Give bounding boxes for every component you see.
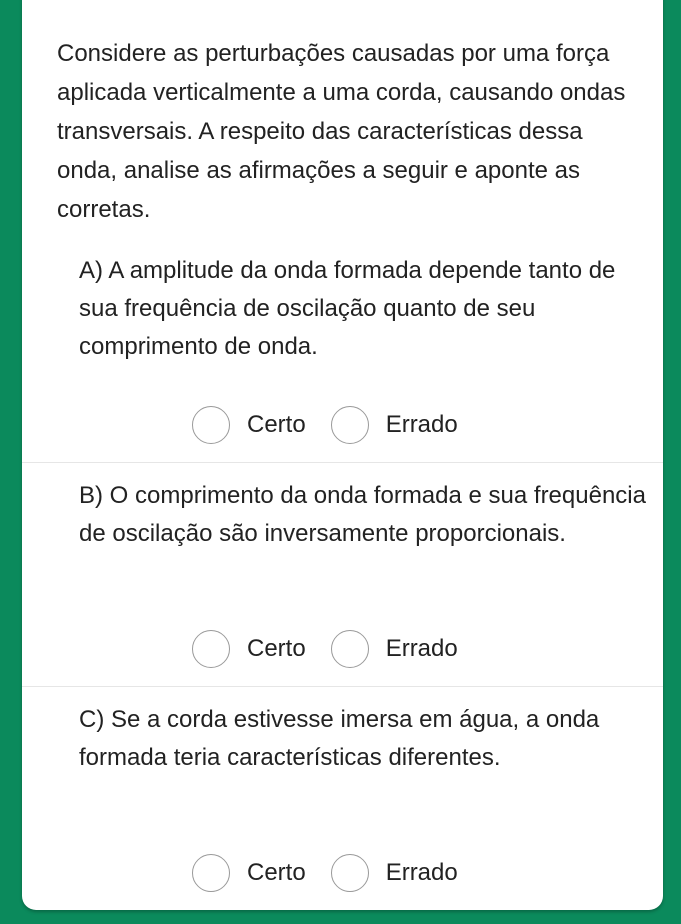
option-label: Certo — [247, 635, 306, 662]
question-a-text: A) A amplitude da onda formada depende tanto de sua frequência de oscilação quanto de seu comprimento de onda. — [79, 257, 616, 360]
question-a-options — [192, 405, 458, 445]
radio-circle-icon[interactable] — [192, 854, 230, 892]
question-card — [22, 0, 663, 910]
question-a-option-certo[interactable] — [192, 406, 306, 444]
question-b-text: B) O comprimento da onda formada e sua frequência de oscilação são inversamente proporcionais. — [79, 482, 646, 547]
radio-circle-icon[interactable] — [331, 630, 369, 668]
question-c-options — [192, 853, 458, 893]
option-label: Certo — [247, 411, 306, 438]
radio-circle-icon[interactable] — [331, 854, 369, 892]
option-label: Errado — [385, 859, 458, 886]
question-c-option-certo[interactable] — [192, 854, 306, 892]
option-label: Certo — [247, 859, 306, 886]
divider — [22, 686, 663, 687]
question-c-text: C) Se a corda estivesse imersa em água, a onda formada teria características diferentes. — [79, 706, 600, 771]
option-label: Errado — [385, 411, 458, 438]
radio-circle-icon[interactable] — [331, 406, 369, 444]
question-a-option-errado[interactable] — [331, 406, 458, 444]
question-b-option-errado[interactable] — [331, 630, 458, 668]
radio-circle-icon[interactable] — [192, 406, 230, 444]
question-c-option-errado[interactable] — [331, 854, 458, 892]
intro-text: Considere as perturbações causadas por uma força aplicada verticalmente a uma corda, causando ondas transversais. A respeito das características dessa onda, analise as afirmações a seguir e aponte as corretas. — [57, 40, 626, 223]
divider — [22, 462, 663, 463]
radio-circle-icon[interactable] — [192, 630, 230, 668]
option-label: Errado — [385, 635, 458, 662]
question-b-options — [192, 629, 458, 669]
question-b-option-certo[interactable] — [192, 630, 306, 668]
